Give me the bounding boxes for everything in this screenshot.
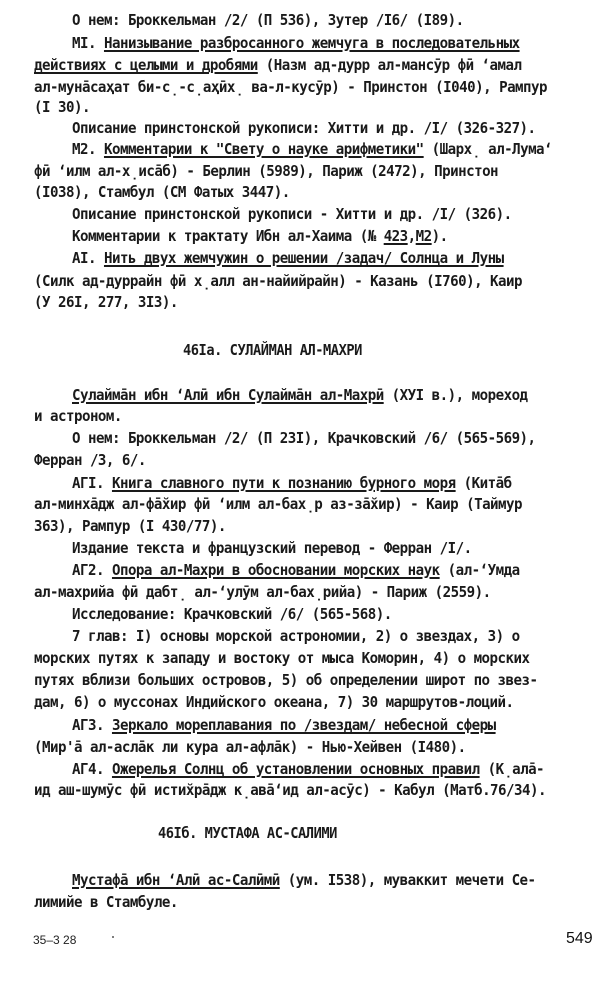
text-line xyxy=(72,227,448,245)
entry-ag3 xyxy=(72,716,496,734)
text-line: (I 30). xyxy=(34,98,90,116)
text-line: О нем: Броккельман /2/ (П 23I), Крачковский /6/ (565-569), xyxy=(72,429,536,447)
entry-code: МI. xyxy=(72,34,104,52)
text-line: 7 глав: I) основы морской астрономии, 2) о звездах, 3) о xyxy=(72,627,520,645)
work-title: Ожерелья Солнц об установлении основных правил xyxy=(111,760,480,778)
text-line: путях вблизи больших островов, 5) об определении широт по звез- xyxy=(34,671,538,689)
entry-ag2 xyxy=(72,561,520,579)
text-span: (К̣алā- xyxy=(479,760,545,778)
work-title: Комментарии к "Свету о науке арифметики" xyxy=(103,140,424,158)
entry-code: АГI. xyxy=(72,474,112,492)
section-heading: 46Iа. СУЛАЙМАН АЛ-МАХРИ xyxy=(183,341,362,359)
text-line: (У 26I, 277, 3I3). xyxy=(34,293,178,311)
text-line: и астроном. xyxy=(34,407,122,425)
work-title: Зеркало мореплавания по /звездам/ небесной сферы xyxy=(111,716,496,734)
text-span: (Назм ад-дурр ал-мансӯр фӣ ʻамал xyxy=(257,56,522,74)
text-line: ал-минхāдж ал-фāх̆ир фӣ ʻилм ал-бах̣р аз-зāх̆ир) - Каир (Таймур xyxy=(34,495,523,513)
work-title: Нить двух жемчужин о решении /задач/ Солнца и Луны xyxy=(103,249,504,267)
text-span: (ум. I538), муваккит мечети Се- xyxy=(279,871,536,889)
speck xyxy=(112,936,114,938)
cross-reference: 423 xyxy=(383,227,408,245)
text-line: лимийе в Стамбуле. xyxy=(34,893,178,911)
text-span: (Китāб xyxy=(455,474,512,492)
text-line: (Силк ад-дуррайн фӣ х̣алл ан-найийрайн) - Казань (I760), Каир xyxy=(34,272,523,290)
entry-code: М2. xyxy=(72,140,104,158)
section-heading: 46Iб. МУСТАФА АС-САЛИМИ xyxy=(158,824,337,842)
work-title: Книга славного пути к познанию бурного моря xyxy=(111,474,456,492)
text-line: Описание принстонской рукописи - Хитти и др. /I/ (326). xyxy=(72,205,512,223)
entry-a1 xyxy=(72,249,504,267)
text-line: (I038), Стамбул (СМ Фатых 3447). xyxy=(34,183,290,201)
text-line: фӣ ʻилм ал-х̣исāб) - Берлин (5989), Париж (2472), Принстон xyxy=(34,162,499,180)
entry-code: АГ2. xyxy=(72,561,112,579)
work-title: действиях с целыми и дробями xyxy=(34,56,258,74)
text-line: Исследование: Крачковский /6/ (565-568). xyxy=(72,605,392,623)
entry-code: АГ4. xyxy=(72,760,112,778)
text-line: Ферран /3, 6/. xyxy=(34,451,146,469)
work-title: Опора ал-Махри в обосновании морских наук xyxy=(111,561,440,579)
text-line xyxy=(34,56,522,74)
author-line xyxy=(72,386,528,404)
text-span: (Шарх̣ ал-Лумаʻ xyxy=(423,140,553,158)
text-line: Описание принстонской рукописи: Хитти и др. /I/ (326-327). xyxy=(72,119,536,137)
author-name: Мустафā ибн ʻАлӣ ас-Салӣмӣ xyxy=(72,871,280,889)
text-line: дам, 6) о муссонах Индийского океана, 7) 30 маршрутов-лоций. xyxy=(34,693,514,711)
author-line xyxy=(72,871,536,889)
text-span: Комментарии к трактату Ибн ал-Хаима (№ xyxy=(72,227,384,245)
text-span: ). xyxy=(431,227,448,245)
text-span: , xyxy=(407,227,416,245)
text-line: ал-махрийа фӣ дабт̣ ал-ʻулӯм ал-бах̣рийа) - Париж (2559). xyxy=(34,583,491,601)
work-title: Нанизывание разбросанного жемчуга в последовательных xyxy=(103,34,520,52)
text-line: ал-мунāсаҳат би-с̣-с̣аҳӣх̣ ва-л-кусӯр) - Принстон (I040), Рампур xyxy=(34,78,548,96)
text-line: (Мир'ā ал-аслāк ли кура ал-афлāк) - Нью-Хейвен (I480). xyxy=(34,738,466,756)
entry-ag4 xyxy=(72,760,544,778)
entry-ag1 xyxy=(72,474,512,492)
author-name: Сулаймāн ибн ʻАлӣ ибн Сулаймāн ал-Махрӣ xyxy=(72,386,384,404)
text-line: морских путях к западу и востоку от мыса Коморин, 4) о морских xyxy=(34,649,530,667)
text-span: (ал-ʻУмда xyxy=(439,561,520,579)
printer-signature: 35–3 28 xyxy=(33,933,77,947)
text-line: О нем: Броккельман /2/ (П 536), Зутер /I6/ (I89). xyxy=(72,11,464,29)
entry-m2 xyxy=(72,140,552,158)
cross-reference: М2 xyxy=(415,227,432,245)
entry-m1 xyxy=(72,34,520,52)
text-line: Издание текста и французский перевод - Ферран /I/. xyxy=(72,539,472,557)
entry-code: АГ3. xyxy=(72,716,112,734)
text-line: 363), Рампур (I 430/77). xyxy=(34,517,226,535)
entry-code: АI. xyxy=(72,249,104,267)
text-line: ид аш-шумӯс фӣ истих̆рāдж к̣авāʻид ал-асӯс) - Кабул (Матб.76/34). xyxy=(34,781,547,799)
page-number: 549 xyxy=(566,930,593,947)
text-span: (ХУI в.), мореход xyxy=(383,386,528,404)
